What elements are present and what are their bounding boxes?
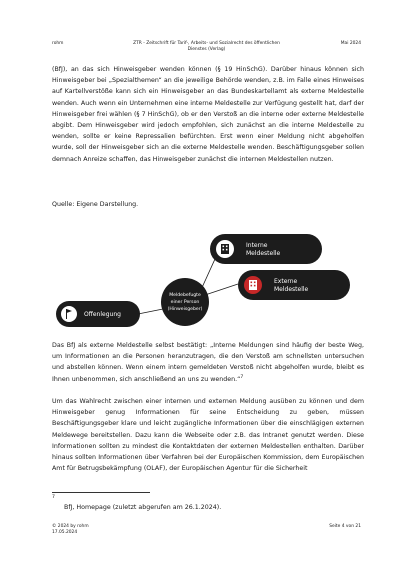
header-center-line2: Dienstes (Verlag) (187, 47, 226, 52)
header-left: rohm (52, 41, 64, 46)
externe-meldestelle-node (238, 270, 350, 300)
externe-label-line2: Meldestelle (274, 286, 309, 293)
footnote-divider (52, 492, 150, 493)
offenlegung-label: Offenlegung (84, 311, 121, 318)
footnote-mark: 7 (52, 495, 55, 500)
footer-copyright: © 2024 by rohm (52, 524, 89, 529)
reporting-channels-diagram (52, 224, 364, 336)
building-icon (249, 280, 257, 290)
header-center-line1: ZTR - Zeitschrift für Tarif-, Arbeits- und Sozialrecht des öffentlichen (133, 41, 280, 46)
page-header (52, 41, 361, 61)
center-label-line3: (Hinweisgeber) (167, 307, 203, 312)
paragraph-3: Um das Wahlrecht zwischen einer internen und externen Meldung ausüben zu können und dem Hinweisgeber genug Informationen für seine Entscheidung zu geben, müssen Beschäftigungsgeber klare und leicht zugängliche Informationen über die einschlägigen externen Meldewege bereitstellen. Dazu kann die Webseite oder z.B. das Intranet genutzt werden. Diese Informationen sollten zu mindest die Kontaktdaten der externen Meldestellen enthalten. Darüber hinaus sollten Informationen über Verfahren bei der Europäischen Kommission, dem Europäischen Amt für Betrugsbekämpfung (OLAF), der Europäischen Agentur für die Sicherheit (52, 398, 364, 473)
footer-left (52, 524, 89, 536)
paragraph-2 (52, 340, 364, 385)
interne-label-line1: Interne (246, 242, 268, 249)
building-icon (221, 244, 229, 254)
externe-label-line1: Externe (274, 278, 298, 285)
center-label-line1: Meldebefugte (169, 293, 201, 298)
footnote-text: BfJ, Homepage (zuletzt abgerufen am 26.1.2024). (64, 504, 222, 511)
paragraph-1: (BfJ), an das sich Hinweisgeber wenden können (§ 19 HinSchG). Darüber hinaus können sich Hinweisgeber bei „Spezialthemen“ an die jeweilige Behörde wenden, z.B. im Falle eines Hinweises auf Kartellverstöße kann sich ein Hinweisgeber an das Bundeskartellamt als externe Meldestelle wenden. Auch wenn ein Unternehmen eine interne Meldestelle zur Verfügung gestellt hat, darf der Hinweisgeber frei wählen (§ 7 HinSchG), ob er den Verstoß an die interne oder externe Meldestelle abgibt. Dem Hinweisgeber wird jedoch empfohlen, sich zunächst an die interne Meldestelle zu wenden, sollte er keine Repressalien befürchten. Erst wenn einer Meldung nicht abgeholfen wurde, soll der Hinweisgeber sich an die externe Meldestelle wenden. Beschäftigungsgeber sollen demnach Anreize schaffen, das Hinweisgeber zunächst die internen Meldestellen nutzen. (52, 66, 364, 163)
paragraph-2-text: Das BfJ als externe Meldestelle selbst bestätigt: „Interne Meldungen sind häufig der beste Weg, um Informationen an die Personen heranzutragen, die den Verstoß am schnellsten untersuchen und abstellen können. Wenn einem intern gemeldeten Verstoß nicht abgeholfen wurde, bleibt es Ihnen unbenommen, sich anschließend an uns zu wenden.“ (52, 342, 364, 383)
page-number: Seite 4 von 21 (329, 524, 361, 529)
footnote-ref: 7 (240, 374, 244, 380)
footer-date: 17.05.2024 (52, 530, 78, 535)
interne-meldestelle-node (210, 234, 322, 264)
interne-label-line2: Meldestelle (246, 250, 281, 257)
center-label-line2: einer Person (170, 300, 200, 305)
source-caption: Quelle: Eigene Darstellung. (52, 201, 139, 208)
offenlegung-node (56, 301, 140, 327)
header-center (52, 41, 361, 53)
header-right: Mai 2024 (340, 41, 361, 46)
hinweisgeber-node (161, 278, 209, 326)
